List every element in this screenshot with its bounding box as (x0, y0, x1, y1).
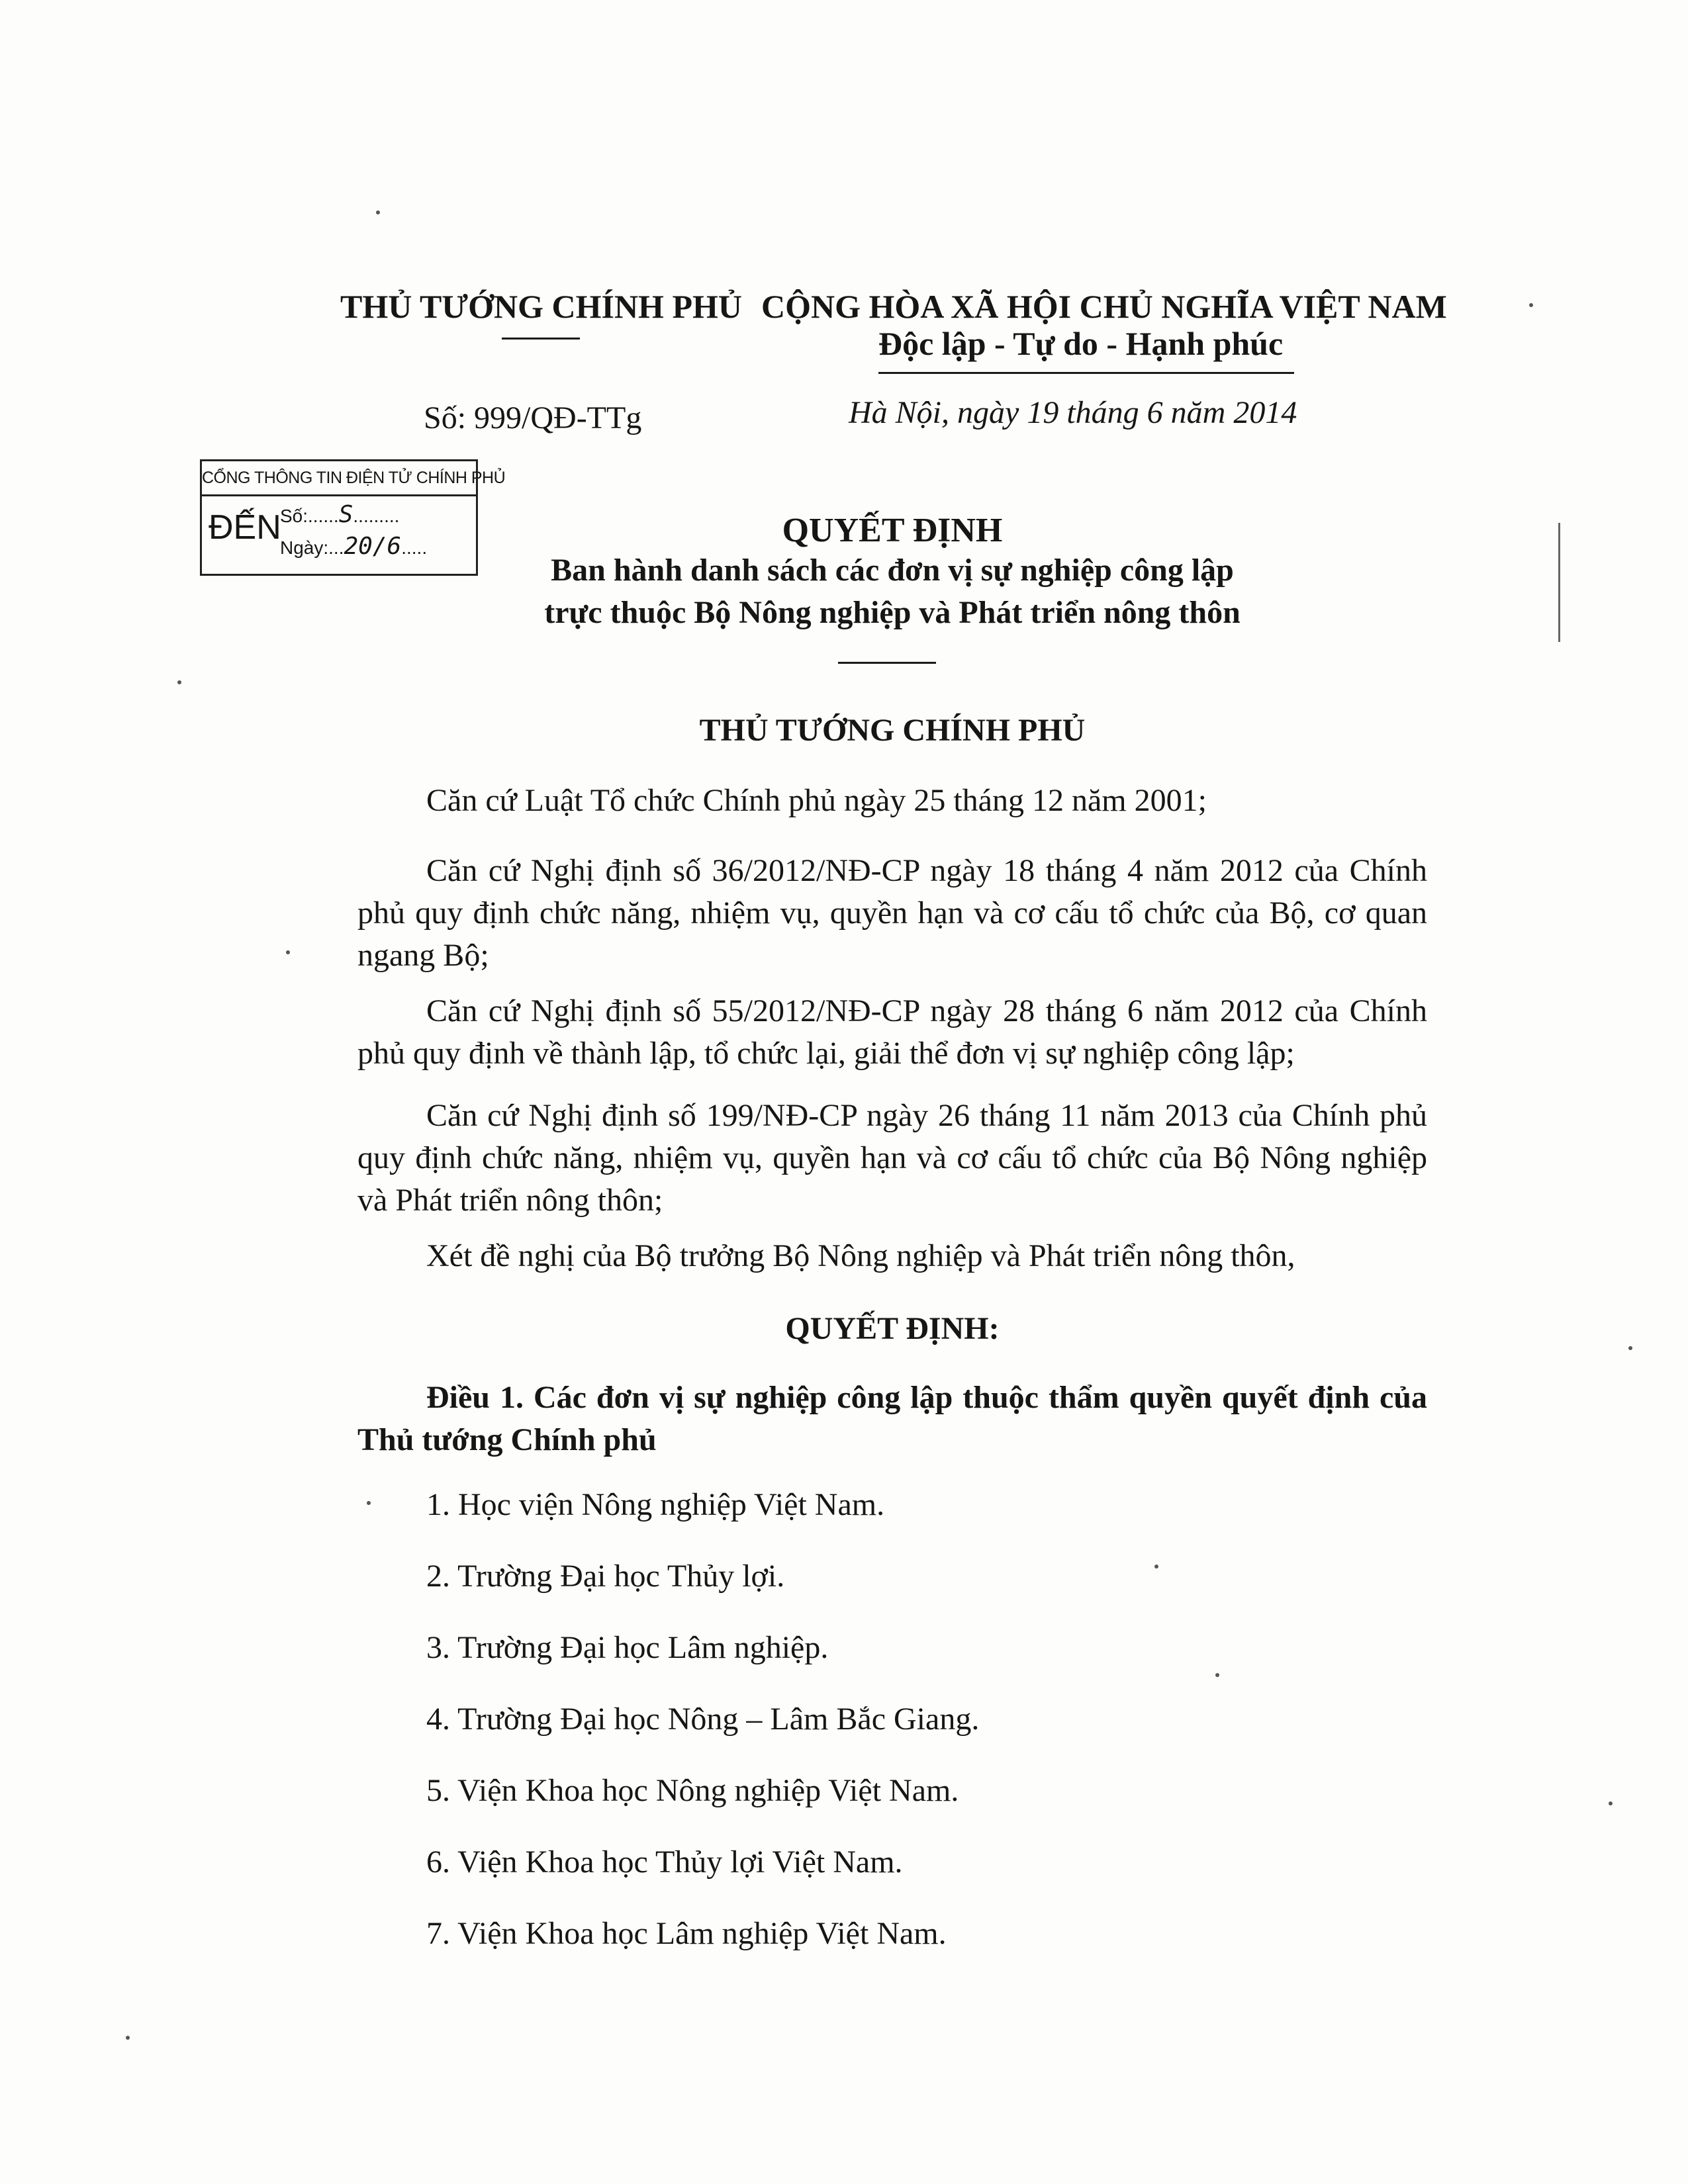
list-item: 3. Trường Đại học Lâm nghiệp. (426, 1630, 829, 1665)
scan-edge-mark (1558, 523, 1560, 642)
scan-speck (1609, 1801, 1613, 1805)
legal-basis-1: Căn cứ Luật Tổ chức Chính phủ ngày 25 tháng 12 năm 2001; (426, 783, 1207, 818)
list-item: 2. Trường Đại học Thủy lợi. (426, 1559, 785, 1594)
legal-basis-3: Căn cứ Nghị định số 55/2012/NĐ-CP ngày 28 tháng 6 năm 2012 của Chính phủ quy định về thành lập, tổ chức lại, giải thể đơn vị sự nghiệp công lập; (357, 993, 1427, 1071)
decision-heading: QUYẾT ĐỊNH: (785, 1311, 1000, 1346)
stamp-number-line: Số:......S......... (280, 501, 400, 528)
national-motto: Độc lập - Tự do - Hạnh phúc (878, 325, 1284, 362)
decision-subject-line2: trực thuộc Bộ Nông nghiệp và Phát triển nông thôn (544, 595, 1241, 630)
scan-speck (367, 1501, 371, 1505)
stamp-date-label: Ngày: (280, 537, 329, 558)
scan-speck (126, 2036, 130, 2040)
decision-subject-line1: Ban hành danh sách các đơn vị sự nghiệp công lập (551, 553, 1234, 588)
article-1: Điều 1. Các đơn vị sự nghiệp công lập thuộc thẩm quyền quyết định của Thủ tướng Chính phủ (357, 1380, 1427, 1457)
scan-speck (1215, 1673, 1219, 1677)
stamp-portal-name: CỔNG THÔNG TIN ĐIỆN TỬ CHÍNH PHỦ (202, 461, 476, 496)
issuer-underline (502, 338, 580, 340)
scan-speck (1529, 303, 1533, 307)
list-item: 1. Học viện Nông nghiệp Việt Nam. (426, 1487, 885, 1522)
document-number: Số: 999/QĐ-TTg (424, 400, 642, 435)
list-item: 6. Viện Khoa học Thủy lợi Việt Nam. (426, 1844, 903, 1880)
proposal: Xét đề nghị của Bộ trưởng Bộ Nông nghiệp và Phát triển nông thôn, (426, 1238, 1295, 1273)
stamp-date-line: Ngày:...20/6..... (280, 533, 428, 560)
scan-speck (1154, 1565, 1158, 1569)
motto-underline (878, 372, 1294, 374)
stamp-date-value: 20/6 (344, 533, 402, 560)
list-item: 4. Trường Đại học Nông – Lâm Bắc Giang. (426, 1702, 980, 1737)
scan-speck (376, 210, 380, 214)
place-date: Hà Nội, ngày 19 tháng 6 năm 2014 (849, 395, 1297, 430)
list-item: 7. Viện Khoa học Lâm nghiệp Việt Nam. (426, 1916, 947, 1951)
legal-basis-2: Căn cứ Nghị định số 36/2012/NĐ-CP ngày 18 tháng 4 năm 2012 của Chính phủ quy định chức năng, nhiệm vụ, quyền hạn và cơ cấu tổ chức của Bộ, cơ quan ngang Bộ; (357, 853, 1427, 973)
scan-speck (1628, 1346, 1632, 1350)
stamp-number-label: Số: (280, 506, 308, 526)
stamp-number-value: S (338, 501, 353, 528)
decision-title: QUYẾT ĐỊNH (782, 512, 1003, 549)
title-underline (838, 662, 936, 664)
legal-basis-4: Căn cứ Nghị định số 199/NĐ-CP ngày 26 tháng 11 năm 2013 của Chính phủ quy định chức năng, nhiệm vụ, quyền hạn và cơ cấu tổ chức của Bộ Nông nghiệp và Phát triển nông thôn; (357, 1098, 1427, 1218)
issuer-org: THỦ TƯỚNG CHÍNH PHỦ (340, 288, 742, 325)
list-item: 5. Viện Khoa học Nông nghiệp Việt Nam. (426, 1773, 959, 1808)
scan-speck (286, 950, 290, 954)
authority-heading: THỦ TƯỚNG CHÍNH PHỦ (699, 713, 1086, 748)
national-title: CỘNG HÒA XÃ HỘI CHỦ NGHĨA VIỆT NAM (761, 288, 1447, 325)
stamp-den-label: ĐẾN (209, 508, 281, 547)
scan-speck (177, 680, 181, 684)
